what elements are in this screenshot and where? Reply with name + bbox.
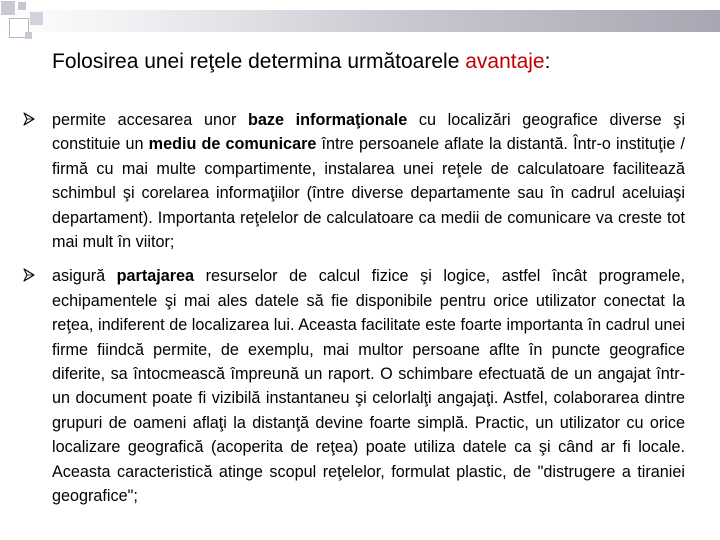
decorative-square (30, 12, 43, 25)
bold-term: baze informaţionale (248, 111, 408, 129)
bullet-list (20, 108, 685, 509)
bold-term: partajarea (116, 267, 195, 286)
decorative-square (25, 32, 32, 39)
bullet-text (52, 108, 685, 254)
header-gradient-band (0, 10, 720, 32)
text-run: cu localizări geografice diverse şi constituie un (52, 111, 685, 154)
title-text: Folosirea unei reţele determina următoarele (52, 50, 466, 73)
title-accent-word: avantaje (465, 50, 545, 73)
decorative-square (1, 1, 15, 15)
arrow-bullet-icon (23, 112, 35, 126)
text-run: între persoanele aflate la distantă. Într-o instituţie / firmă cu mai multe compartimente, instalarea unei reţele de calculatoare facilitează schimbul şi corelarea informaţiilor (între diverse departamente sau în cadrul aceluiaşi departament). Importanta reţelelor de calculatoare ca medii de comunicare va creste tot mai mult în viitor; (52, 135, 686, 252)
bullet-text (52, 264, 685, 508)
bold-term: mediu de comunicare (148, 135, 317, 154)
slide-title (52, 47, 702, 77)
arrow-bullet-icon (23, 268, 35, 282)
text-run: resurselor de calcul fizice şi logice, astfel încât programele, echipamentele şi mai ales datele să fie disponibile pentru orice utilizator conectat la reţea, indiferent de localizarea lui. Aceasta facilitate este foarte importanta în cadrul unei firme fiindcă permite, de exemplu, mai multor persoane aflte în puncte geografice diferite, sa întocmească împreună un raport. O schimbare efectuată de un angajat într-un document poate fi vizibilă instantaneu şi celorlalţi angajaţi. Astfel, colaborarea dintre grupuri de oameni aflaţi la distanţă devine foarte simplă. Practic, un utilizator cu orice localizare geografică (acoperita de reţea) poate utiliza datele ca şi când ar fi locale. Aceasta caracteristică atinge scopul reţelelor, formulat plastic, de "distrugere a tiraniei geografice"; (52, 267, 685, 506)
decorative-square (18, 2, 26, 10)
list-item (20, 108, 685, 254)
text-run: permite accesarea unor (52, 111, 249, 129)
title-colon: : (544, 50, 551, 73)
text-run: asigură (52, 267, 117, 286)
list-item (20, 264, 685, 508)
